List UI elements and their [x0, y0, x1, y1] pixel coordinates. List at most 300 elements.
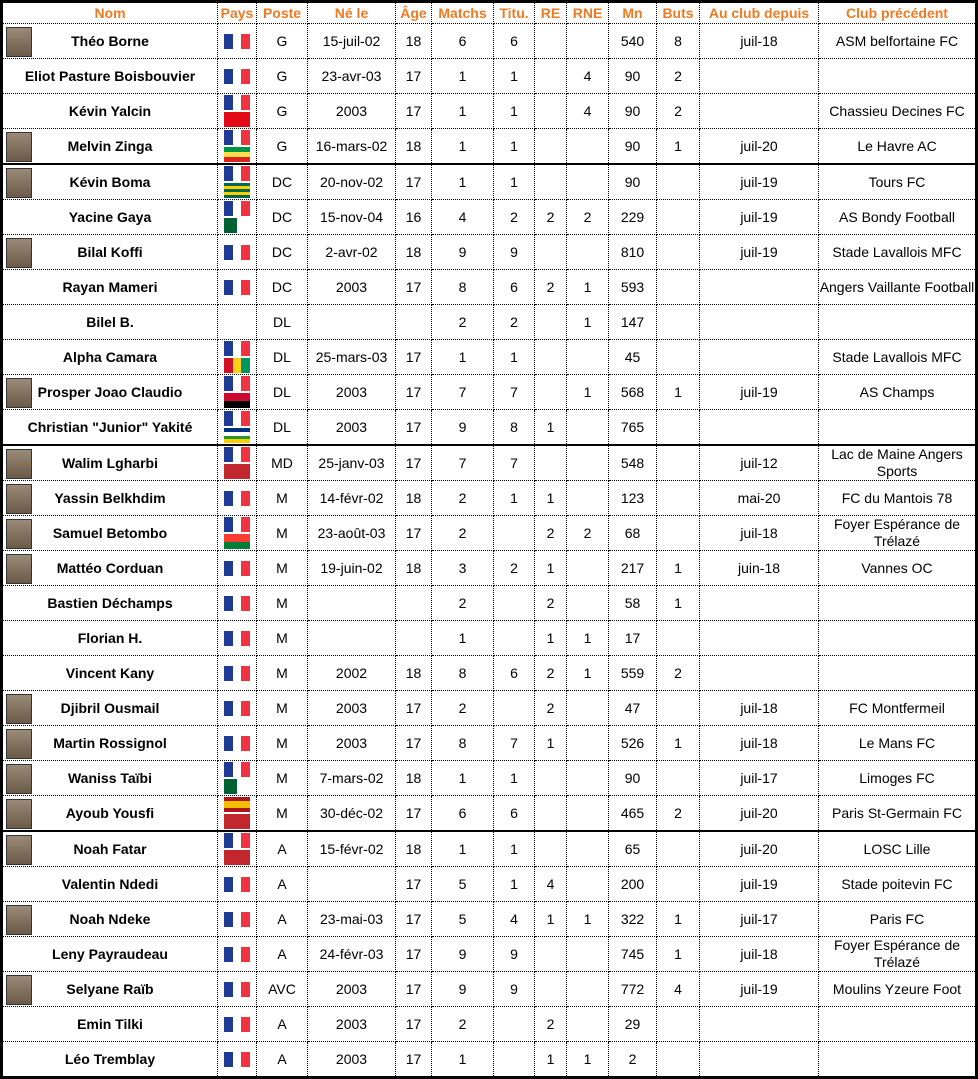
club-cell: Paris St-Germain FC [819, 796, 977, 832]
player-photo [6, 132, 32, 162]
depuis-cell: juil-17 [700, 902, 819, 937]
matchs-cell: 5 [432, 867, 494, 902]
player-photo [6, 378, 32, 408]
depuis-cell: juin-18 [700, 551, 819, 586]
buts-cell [657, 831, 700, 867]
flag-icon-mg [224, 534, 250, 549]
rne-cell [567, 445, 609, 481]
player-photo [6, 729, 32, 759]
flag-icon-cg [224, 147, 250, 162]
re-cell: 1 [535, 726, 567, 761]
buts-cell: 2 [657, 94, 700, 129]
age-cell: 18 [396, 129, 432, 165]
matchs-cell: 1 [432, 621, 494, 656]
age-cell: 17 [396, 972, 432, 1007]
flag-icon-fr [224, 130, 250, 145]
titu-cell: 2 [494, 551, 535, 586]
rne-cell [567, 586, 609, 621]
ne-cell: 2003 [308, 1007, 396, 1042]
club-cell [819, 656, 977, 691]
ne-cell: 25-janv-03 [308, 445, 396, 481]
mn-cell: 90 [609, 94, 657, 129]
rne-cell: 1 [567, 270, 609, 305]
buts-cell [657, 691, 700, 726]
buts-cell: 2 [657, 656, 700, 691]
player-name-cell [2, 726, 218, 761]
mn-cell: 765 [609, 410, 657, 446]
player-name: Samuel Betombo [52, 525, 168, 541]
age-cell: 18 [396, 761, 432, 796]
titu-cell: 9 [494, 972, 535, 1007]
depuis-cell: juil-17 [700, 761, 819, 796]
player-name-cell [2, 200, 218, 235]
re-cell: 1 [535, 410, 567, 446]
age-cell: 17 [396, 270, 432, 305]
club-cell: Le Mans FC [819, 726, 977, 761]
column-header[interactable]: Né le [308, 2, 396, 24]
depuis-cell [700, 586, 819, 621]
age-cell: 17 [396, 726, 432, 761]
age-cell: 18 [396, 831, 432, 867]
age-cell: 17 [396, 445, 432, 481]
re-cell: 2 [535, 200, 567, 235]
club-cell [819, 586, 977, 621]
player-photo [6, 27, 32, 57]
player-name-cell [2, 375, 218, 410]
age-cell: 17 [396, 867, 432, 902]
player-name: Yacine Gaya [68, 209, 152, 225]
age-cell: 17 [396, 937, 432, 972]
club-cell: Chassieu Decines FC [819, 94, 977, 129]
club-cell [819, 59, 977, 94]
player-name: Bilel B. [86, 314, 134, 330]
player-name: Martin Rossignol [53, 735, 167, 751]
matchs-cell: 2 [432, 691, 494, 726]
mn-cell: 45 [609, 340, 657, 375]
column-header[interactable]: Matchs [432, 2, 494, 24]
table-row [2, 621, 977, 656]
poste-cell: DC [257, 200, 308, 235]
rne-cell [567, 235, 609, 270]
club-cell: Moulins Yzeure Foot [819, 972, 977, 1007]
player-name-cell [2, 94, 218, 129]
mn-cell: 58 [609, 586, 657, 621]
rne-cell [567, 937, 609, 972]
mn-cell: 65 [609, 831, 657, 867]
column-header[interactable]: Titu. [494, 2, 535, 24]
matchs-cell: 2 [432, 516, 494, 551]
ne-cell: 2003 [308, 270, 396, 305]
matchs-cell: 3 [432, 551, 494, 586]
table-row [2, 937, 977, 972]
player-name: Selyane Raïb [66, 981, 154, 997]
player-name-cell [2, 270, 218, 305]
age-cell: 17 [396, 59, 432, 94]
depuis-cell: juil-18 [700, 516, 819, 551]
column-header[interactable]: RNE [567, 2, 609, 24]
table-row [2, 1007, 977, 1042]
re-cell: 2 [535, 691, 567, 726]
titu-cell: 4 [494, 902, 535, 937]
depuis-cell: juil-18 [700, 726, 819, 761]
player-name-cell [2, 761, 218, 796]
flag-icon-gn [224, 358, 250, 373]
player-photo [6, 554, 32, 584]
ne-cell: 2003 [308, 410, 396, 446]
age-cell [396, 305, 432, 340]
ne-cell: 19-juin-02 [308, 551, 396, 586]
column-header[interactable]: Buts [657, 2, 700, 24]
matchs-cell: 2 [432, 305, 494, 340]
player-name: Mattéo Corduan [56, 560, 164, 576]
depuis-cell: juil-18 [700, 691, 819, 726]
country-cell [218, 1007, 257, 1042]
club-cell [819, 1042, 977, 1078]
age-cell [396, 621, 432, 656]
rne-cell [567, 24, 609, 59]
flag-icon-ma [224, 850, 250, 865]
re-cell: 2 [535, 1007, 567, 1042]
table-row [2, 481, 977, 516]
table-row [2, 59, 977, 94]
ne-cell: 2-avr-02 [308, 235, 396, 270]
flag-icon-fr [224, 245, 250, 260]
rne-cell: 1 [567, 375, 609, 410]
club-cell: Stade Lavallois MFC [819, 340, 977, 375]
ne-cell: 23-août-03 [308, 516, 396, 551]
player-name-cell [2, 340, 218, 375]
player-name-cell [2, 831, 218, 867]
country-cell [218, 305, 257, 340]
depuis-cell: juil-19 [700, 867, 819, 902]
flag-icon-fr [224, 95, 250, 110]
player-name: Yassin Belkhdim [54, 490, 166, 506]
flag-icon-fr [224, 736, 250, 751]
poste-cell: A [257, 831, 308, 867]
ne-cell: 15-févr-02 [308, 831, 396, 867]
depuis-cell: juil-19 [700, 235, 819, 270]
re-cell: 1 [535, 621, 567, 656]
table-row [2, 972, 977, 1007]
titu-cell: 1 [494, 94, 535, 129]
poste-cell: A [257, 867, 308, 902]
player-name: Eliot Pasture Boisbouvier [24, 68, 196, 84]
titu-cell [494, 1007, 535, 1042]
titu-cell: 1 [494, 481, 535, 516]
column-header[interactable]: RE [535, 2, 567, 24]
rne-cell: 1 [567, 656, 609, 691]
rne-cell [567, 129, 609, 165]
player-name-cell [2, 1042, 218, 1078]
flag-icon-fr [224, 1052, 250, 1067]
age-cell: 17 [396, 410, 432, 446]
flag-icon-fr [224, 491, 250, 506]
flag-icon-fr [224, 447, 250, 462]
country-cell [218, 375, 257, 410]
re-cell [535, 445, 567, 481]
titu-cell [494, 621, 535, 656]
player-name-cell [2, 24, 218, 59]
depuis-cell [700, 621, 819, 656]
mn-cell: 322 [609, 902, 657, 937]
mn-cell: 90 [609, 164, 657, 200]
poste-cell: M [257, 796, 308, 832]
club-cell: Vannes OC [819, 551, 977, 586]
player-name-cell [2, 691, 218, 726]
buts-cell [657, 305, 700, 340]
poste-cell: A [257, 937, 308, 972]
depuis-cell: mai-20 [700, 481, 819, 516]
rne-cell: 1 [567, 305, 609, 340]
matchs-cell: 2 [432, 586, 494, 621]
ne-cell: 15-juil-02 [308, 24, 396, 59]
titu-cell: 6 [494, 796, 535, 832]
depuis-cell: juil-19 [700, 375, 819, 410]
mn-cell: 90 [609, 129, 657, 165]
rne-cell [567, 867, 609, 902]
flag-icon-ma [224, 814, 250, 829]
poste-cell: AVC [257, 972, 308, 1007]
mn-cell: 47 [609, 691, 657, 726]
country-cell [218, 1042, 257, 1078]
country-cell [218, 551, 257, 586]
re-cell: 2 [535, 586, 567, 621]
header-row [2, 2, 977, 24]
titu-cell: 9 [494, 937, 535, 972]
player-name: Florian H. [77, 630, 143, 646]
ne-cell [308, 867, 396, 902]
flag-icon-fr [224, 982, 250, 997]
age-cell: 17 [396, 1007, 432, 1042]
club-cell: Lac de Maine Angers Sports [819, 445, 977, 481]
titu-cell: 9 [494, 235, 535, 270]
mn-cell: 772 [609, 972, 657, 1007]
table-row [2, 516, 977, 551]
ne-cell: 2003 [308, 726, 396, 761]
re-cell: 1 [535, 1042, 567, 1078]
table-row [2, 305, 977, 340]
buts-cell [657, 516, 700, 551]
table-row [2, 270, 977, 305]
matchs-cell: 8 [432, 270, 494, 305]
player-photo [6, 799, 32, 829]
rne-cell [567, 972, 609, 1007]
poste-cell: M [257, 586, 308, 621]
matchs-cell: 2 [432, 481, 494, 516]
player-name-cell [2, 621, 218, 656]
column-header[interactable]: Au club depuis [700, 2, 819, 24]
flag-icon-fr [224, 631, 250, 646]
titu-cell: 1 [494, 761, 535, 796]
matchs-cell: 2 [432, 1007, 494, 1042]
player-photo [6, 835, 32, 865]
player-name-cell [2, 796, 218, 832]
poste-cell: M [257, 621, 308, 656]
matchs-cell: 1 [432, 1042, 494, 1078]
table-row [2, 129, 977, 165]
rne-cell: 1 [567, 621, 609, 656]
ne-cell [308, 305, 396, 340]
poste-cell: DC [257, 270, 308, 305]
rne-cell [567, 726, 609, 761]
flag-icon-fr [224, 912, 250, 927]
titu-cell: 6 [494, 270, 535, 305]
mn-cell: 17 [609, 621, 657, 656]
re-cell [535, 235, 567, 270]
flag-icon-fr [224, 341, 250, 356]
depuis-cell [700, 656, 819, 691]
re-cell [535, 340, 567, 375]
depuis-cell: juil-12 [700, 445, 819, 481]
age-cell: 17 [396, 1042, 432, 1078]
player-name: Rayan Mameri [62, 279, 158, 295]
poste-cell: DL [257, 305, 308, 340]
depuis-cell [700, 94, 819, 129]
re-cell: 1 [535, 481, 567, 516]
club-cell: ASM belfortaine FC [819, 24, 977, 59]
depuis-cell [700, 59, 819, 94]
table-row [2, 94, 977, 129]
mn-cell: 526 [609, 726, 657, 761]
mn-cell: 810 [609, 235, 657, 270]
buts-cell: 1 [657, 586, 700, 621]
column-header[interactable]: Club précédent [819, 2, 977, 24]
ne-cell: 2003 [308, 94, 396, 129]
matchs-cell: 1 [432, 129, 494, 165]
poste-cell: M [257, 761, 308, 796]
buts-cell [657, 270, 700, 305]
matchs-cell: 1 [432, 59, 494, 94]
depuis-cell [700, 410, 819, 446]
re-cell [535, 305, 567, 340]
club-cell: Paris FC [819, 902, 977, 937]
column-header[interactable]: Âge [396, 2, 432, 24]
column-header[interactable]: Nom [2, 2, 218, 24]
buts-cell [657, 164, 700, 200]
poste-cell: A [257, 1042, 308, 1078]
ne-cell: 24-févr-03 [308, 937, 396, 972]
club-cell: Limoges FC [819, 761, 977, 796]
titu-cell: 6 [494, 656, 535, 691]
flag-icon-dz [224, 779, 250, 794]
matchs-cell: 7 [432, 445, 494, 481]
matchs-cell: 1 [432, 340, 494, 375]
titu-cell: 1 [494, 129, 535, 165]
mn-cell: 745 [609, 937, 657, 972]
poste-cell: A [257, 902, 308, 937]
titu-cell: 1 [494, 59, 535, 94]
buts-cell [657, 1042, 700, 1078]
player-photo [6, 484, 32, 514]
re-cell [535, 59, 567, 94]
player-name-cell [2, 235, 218, 270]
flag-icon-fr [224, 947, 250, 962]
table-row [2, 796, 977, 832]
matchs-cell: 9 [432, 235, 494, 270]
buts-cell: 1 [657, 937, 700, 972]
titu-cell: 7 [494, 375, 535, 410]
column-header[interactable]: Poste [257, 2, 308, 24]
poste-cell: DL [257, 340, 308, 375]
player-name: Théo Borne [71, 33, 149, 49]
player-photo [6, 168, 32, 198]
depuis-cell: juil-20 [700, 129, 819, 165]
re-cell [535, 94, 567, 129]
buts-cell: 1 [657, 551, 700, 586]
matchs-cell: 1 [432, 94, 494, 129]
country-cell [218, 270, 257, 305]
flag-icon-fr [224, 701, 250, 716]
club-cell: AS Champs [819, 375, 977, 410]
column-header[interactable]: Mn [609, 2, 657, 24]
rne-cell [567, 796, 609, 832]
rne-cell: 4 [567, 94, 609, 129]
titu-cell [494, 516, 535, 551]
player-name: Noah Fatar [73, 841, 147, 857]
country-cell [218, 445, 257, 481]
rne-cell: 2 [567, 516, 609, 551]
rne-cell [567, 340, 609, 375]
club-cell: Stade poitevin FC [819, 867, 977, 902]
country-cell [218, 902, 257, 937]
country-cell [218, 586, 257, 621]
age-cell: 17 [396, 375, 432, 410]
player-name-cell [2, 164, 218, 200]
titu-cell: 1 [494, 164, 535, 200]
re-cell [535, 129, 567, 165]
mn-cell: 217 [609, 551, 657, 586]
depuis-cell: juil-19 [700, 164, 819, 200]
flag-icon-fr [224, 596, 250, 611]
country-cell [218, 656, 257, 691]
matchs-cell: 6 [432, 24, 494, 59]
ne-cell: 15-nov-04 [308, 200, 396, 235]
ne-cell: 14-févr-02 [308, 481, 396, 516]
poste-cell: M [257, 551, 308, 586]
rne-cell [567, 831, 609, 867]
rne-cell [567, 1007, 609, 1042]
buts-cell [657, 621, 700, 656]
poste-cell: M [257, 516, 308, 551]
depuis-cell: juil-18 [700, 24, 819, 59]
age-cell: 17 [396, 691, 432, 726]
player-name: Walim Lgharbi [62, 455, 158, 471]
flag-icon-fr [224, 833, 250, 848]
titu-cell [494, 1042, 535, 1078]
flag-icon-tg [224, 183, 250, 198]
buts-cell: 1 [657, 129, 700, 165]
player-name-cell [2, 481, 218, 516]
poste-cell: G [257, 94, 308, 129]
re-cell [535, 375, 567, 410]
flag-icon-fr [224, 280, 250, 295]
flag-icon-fr [224, 34, 250, 49]
mn-cell: 465 [609, 796, 657, 832]
player-name: Leny Payraudeau [52, 946, 168, 962]
mn-cell: 123 [609, 481, 657, 516]
buts-cell [657, 235, 700, 270]
table-row [2, 726, 977, 761]
country-cell [218, 481, 257, 516]
country-cell [218, 831, 257, 867]
buts-cell [657, 1007, 700, 1042]
table-row [2, 831, 977, 867]
player-name: Christian "Junior" Yakité [27, 419, 193, 435]
re-cell: 4 [535, 867, 567, 902]
ne-cell: 23-mai-03 [308, 902, 396, 937]
column-header[interactable]: Pays [218, 2, 257, 24]
player-name-cell [2, 516, 218, 551]
